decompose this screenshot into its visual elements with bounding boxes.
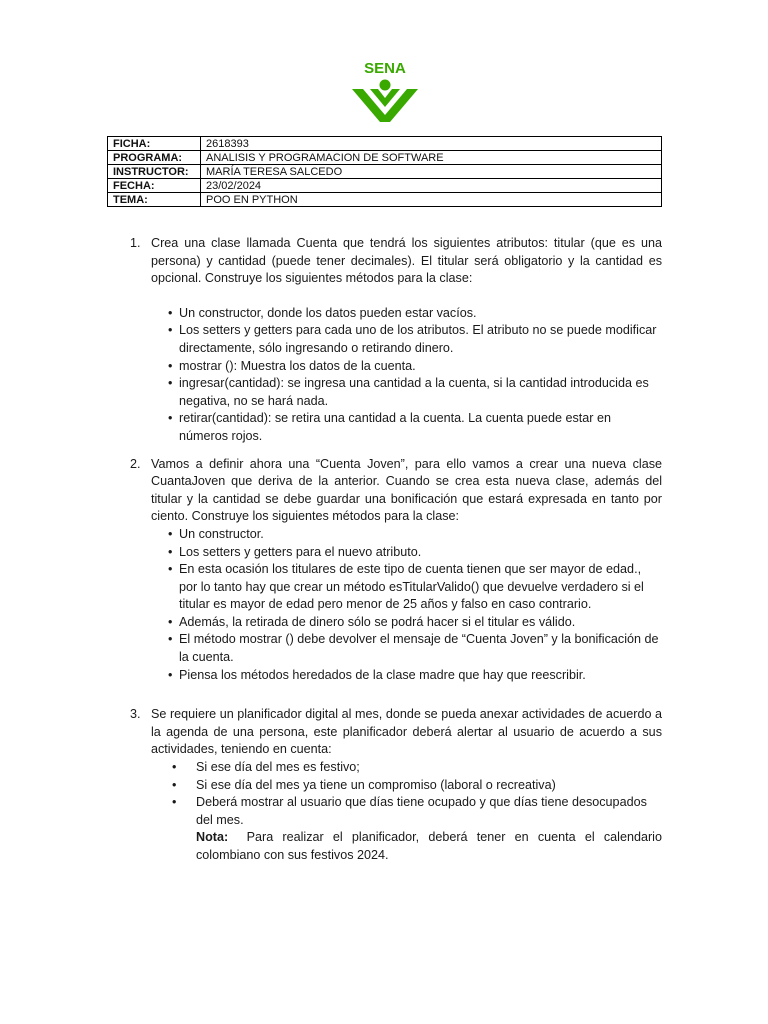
list-item: • ingresar(cantidad): se ingresa una cantidad a la cuenta, si la cantidad introducida es negativa, no se hará nada.	[168, 376, 649, 408]
info-value: MARÍA TERESA SALCEDO	[201, 165, 662, 179]
bullet-icon: •	[168, 526, 173, 541]
exercise-2	[130, 456, 662, 685]
bullet-icon: •	[168, 544, 173, 559]
info-row-ficha	[108, 137, 662, 151]
info-value: ANALISIS Y PROGRAMACION DE SOFTWARE	[201, 151, 662, 165]
list-item: • Si ese día del mes ya tiene un compromiso (laboral o recreativa)	[172, 777, 662, 795]
list-item: • En esta ocasión los titulares de este tipo de cuenta tienen que ser mayor de edad., por lo tanto hay que crear un método esTitularValido() que devuelve verdadero si el titular es mayor de edad pero menor de 25 años y falso en caso contrario.	[168, 562, 644, 612]
list-item: • Si ese día del mes es festivo;	[172, 759, 662, 777]
list-item: • El método mostrar () debe devolver el mensaje de “Cuenta Joven” y la bonificación de la cuenta.	[168, 632, 659, 665]
exercise-list	[130, 235, 666, 875]
list-item: • Deberá mostrar al usuario que días tiene ocupado y que días tiene desocupados del mes.	[172, 795, 647, 827]
info-table	[107, 136, 662, 207]
bullet-list	[168, 526, 662, 684]
bullet-icon: •	[168, 562, 173, 577]
bullet-icon: •	[168, 632, 173, 647]
bullet-icon: •	[172, 777, 177, 792]
item-text: Vamos a definir ahora una “Cuenta Joven”, para ello vamos a crear una nueva clase CuantaJoven que deriva de la anterior. Cuando se crea esta nueva clase, además del titular y la cantidad se debe guardar una bonificación que estará expresada en tanto por ciento. Construye los siguientes métodos para la clase:	[151, 456, 662, 524]
note	[172, 829, 666, 864]
bullet-icon: •	[168, 667, 173, 682]
info-label: FICHA:	[108, 137, 201, 151]
list-item: • mostrar (): Muestra los datos de la cuenta.	[168, 358, 662, 376]
info-row-programa	[108, 151, 662, 165]
note-text: Para realizar el planificador, deberá tener en cuenta el calendario colombiano con sus festivos 2024.	[196, 830, 666, 862]
info-value: POO EN PYTHON	[201, 193, 662, 207]
bullet-icon: •	[172, 795, 177, 810]
bullet-icon: •	[168, 411, 173, 426]
bullet-list	[168, 305, 662, 446]
info-value: 23/02/2024	[201, 179, 662, 193]
list-item: • Piensa los métodos heredados de la clase madre que hay que reescribir.	[168, 667, 662, 685]
list-item: • Los setters y getters para cada uno de los atributos. El atributo no se puede modificar directamente, sólo ingresando o retirando dinero.	[168, 323, 657, 355]
info-row-tema	[108, 193, 662, 207]
bullet-icon: •	[168, 305, 173, 320]
exercise-3	[130, 706, 666, 864]
list-item: • Los setters y getters para el nuevo atributo.	[168, 544, 662, 562]
list-item: • Un constructor.	[168, 526, 662, 544]
bullet-icon: •	[168, 376, 173, 391]
sena-logo-text: SENA	[364, 60, 406, 77]
info-label: FECHA:	[108, 179, 201, 193]
info-value: 2618393	[201, 137, 662, 151]
item-text: Crea una clase llamada Cuenta que tendrá los siguientes atributos: titular (que es una persona) y cantidad (puede tener decimales). El titular será obligatorio y la cantidad es opcional. Construye los siguientes métodos para la clase:	[151, 236, 662, 286]
list-item: • retirar(cantidad): se retira una cantidad a la cuenta. La cuenta puede estar en números rojos.	[168, 411, 611, 443]
item-number: 1.	[130, 236, 141, 250]
bullet-icon: •	[168, 323, 173, 338]
item-number: 2.	[130, 456, 141, 471]
bullet-list	[172, 759, 662, 829]
item-number: 3.	[130, 707, 141, 722]
info-label: INSTRUCTOR:	[108, 165, 201, 179]
exercise-1	[130, 235, 662, 446]
bullet-icon: •	[168, 358, 173, 373]
item-text: Se requiere un planificador digital al mes, donde se pueda anexar actividades de acuerdo a la agenda de una persona, este planificador deberá alertar al usuario de acuerdo a sus actividades, teniendo en cuenta:	[151, 707, 662, 757]
list-item: • Un constructor, donde los datos pueden estar vacíos.	[168, 305, 662, 323]
info-row-instructor	[108, 165, 662, 179]
info-label: TEMA:	[108, 193, 201, 207]
bullet-icon: •	[172, 760, 177, 775]
info-label: PROGRAMA:	[108, 151, 201, 165]
bullet-icon: •	[168, 614, 173, 629]
note-label: Nota:	[196, 830, 229, 845]
info-row-fecha	[108, 179, 662, 193]
list-item: • Además, la retirada de dinero sólo se podrá hacer si el titular es válido.	[168, 614, 662, 632]
sena-logo	[350, 56, 420, 126]
